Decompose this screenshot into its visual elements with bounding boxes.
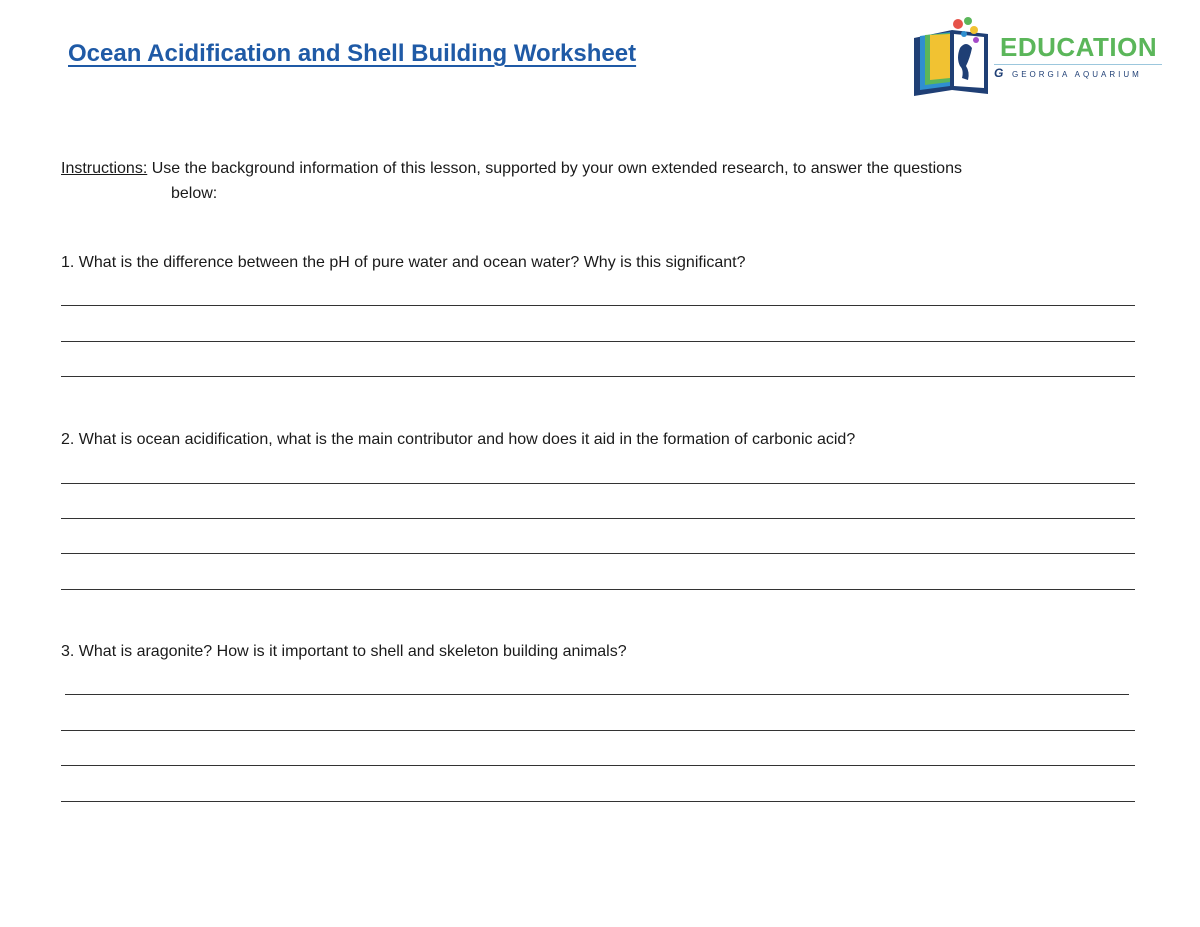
logo-divider — [994, 64, 1162, 65]
answer-line[interactable] — [61, 305, 1135, 306]
logo-georgia-aquarium-text: GEORGIA AQUARIUM — [1012, 70, 1142, 79]
answer-line[interactable] — [61, 483, 1135, 484]
instructions-text: Use the background information of this lesson, supported by your own extended research, to answer the questions — [151, 160, 962, 177]
answer-line[interactable] — [61, 376, 1135, 377]
logo-education-text: EDUCATION — [1000, 32, 1158, 62]
answer-line[interactable] — [65, 694, 1129, 695]
georgia-aquarium-education-logo — [908, 14, 1170, 98]
instructions-label: Instructions: — [61, 160, 148, 177]
question-3: 3. What is aragonite? How is it important to shell and skeleton building animals? — [61, 643, 627, 660]
question-1: 1. What is the difference between the pH of pure water and ocean water? Why is this significant? — [61, 254, 746, 271]
answer-line[interactable] — [61, 801, 1135, 802]
answer-line[interactable] — [61, 341, 1135, 342]
book-icon — [908, 14, 992, 98]
instructions — [61, 156, 1141, 206]
instructions-text-continued: below: — [171, 185, 218, 202]
answer-line[interactable] — [61, 589, 1135, 590]
logo-g-mark: G — [994, 66, 1004, 80]
answer-line[interactable] — [61, 765, 1135, 766]
worksheet-title: Ocean Acidification and Shell Building Worksheet — [68, 40, 637, 67]
question-2: 2. What is ocean acidification, what is the main contributor and how does it aid in the formation of carbonic acid? — [61, 431, 856, 448]
answer-line[interactable] — [61, 518, 1135, 519]
answer-line[interactable] — [61, 730, 1135, 731]
answer-line[interactable] — [61, 553, 1135, 554]
